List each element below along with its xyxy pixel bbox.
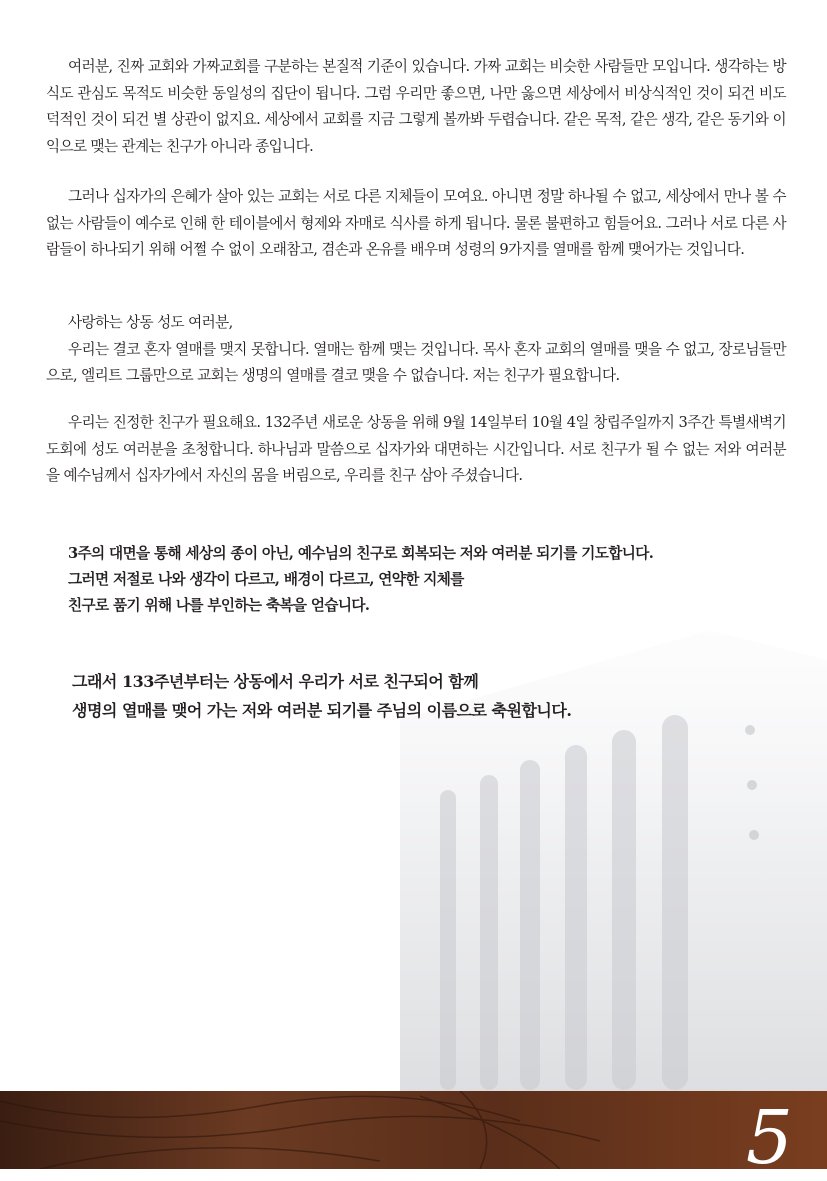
paragraph-3-text: 우리는 결코 혼자 열매를 맺지 못합니다. 열매는 함께 맺는 것입니다. 목사 혼자 교회의 열매를 맺을 수 없고, 장로님들만으로, 엘리트 그룹만으로 교회는 생명의 열매를 결코 맺을 수 없습니다. 저는 친구가 필요합니다. — [46, 340, 786, 384]
emphasis-line-1: 3주의 대면을 통해 세상의 종이 아닌, 예수님의 친구로 회복되는 저와 여러분 되기를 기도합니다. — [68, 545, 654, 562]
paragraph-4-text: 우리는 진정한 친구가 필요해요. 132주년 새로운 상동을 위해 9월 14일부터 10월 4일 창립주일까지 3주간 특별새벽기도회에 성도 여러분을 초청합니다. 하나님과 말씀으로 십자가와 대면하는 시간입니다. 서로 친구가 될 수 없는 저와 여러분을 예수님께서 십자가에서 자신의 몸을 버림으로, 우리를 친구 삼아 주셨습니다. — [46, 414, 786, 484]
paragraph-2-text: 그러나 십자가의 은혜가 살아 있는 교회는 서로 다른 지체들이 모여요. 아니면 정말 하나될 수 없고, 세상에서 만나 볼 수 없는 사람들이 예수로 인해 한 테이블에서 형제와 자매로 식사를 하게 됩니다. 물론 불편하고 힘들어요. 그러나 서로 다른 사람들이 하나되기 위해 어쩔 수 없이 오래참고, 겸손과 온유를 배우며 성령의 9가지를 열매를 함께 맺어가는 것입니다. — [46, 188, 786, 258]
footer-texture — [0, 1091, 827, 1169]
emphasis-block — [68, 541, 788, 619]
paragraph-1 — [46, 54, 786, 160]
greeting-text: 사랑하는 상동 성도 여러분, — [68, 314, 233, 331]
paragraph-1-text: 여러분, 진짜 교회와 가짜교회를 구분하는 본질적 기준이 있습니다. 가짜 교회는 비슷한 사람들만 모입니다. 생각하는 방식도 관심도 목적도 비슷한 동일성의 집단이 됩니다. 그럼 우리만 좋으면, 나만 옳으면 세상에서 비상식적인 것이 되건 비도덕적인 것이 되건 별 상관이 없지요. 세상에서 교회를 지금 그렇게 볼까봐 두렵습니다. 같은 목적, 같은 생각, 같은 동기와 이익으로 맺는 관계는 친구가 아니라 종입니다. — [46, 58, 786, 155]
footer-band — [0, 1091, 827, 1169]
emphasis-line-2: 그러면 저절로 나와 생각이 다르고, 배경이 다르고, 연약한 지체를 — [68, 571, 464, 588]
emphasis-line-3: 친구로 품기 위해 나를 부인하는 축복을 얻습니다. — [68, 597, 370, 614]
page-number: 5 — [745, 1095, 793, 1181]
paragraph-3 — [46, 310, 786, 390]
closing-line-1: 그래서 133주년부터는 상동에서 우리가 서로 친구되어 함께 — [72, 672, 479, 691]
closing-line-2: 생명의 열매를 맺어 가는 저와 여러분 되기를 주님의 이름으로 축원합니다. — [72, 700, 572, 720]
paragraph-4 — [46, 410, 786, 490]
paragraph-2 — [46, 184, 786, 264]
closing-blessing — [72, 668, 792, 725]
